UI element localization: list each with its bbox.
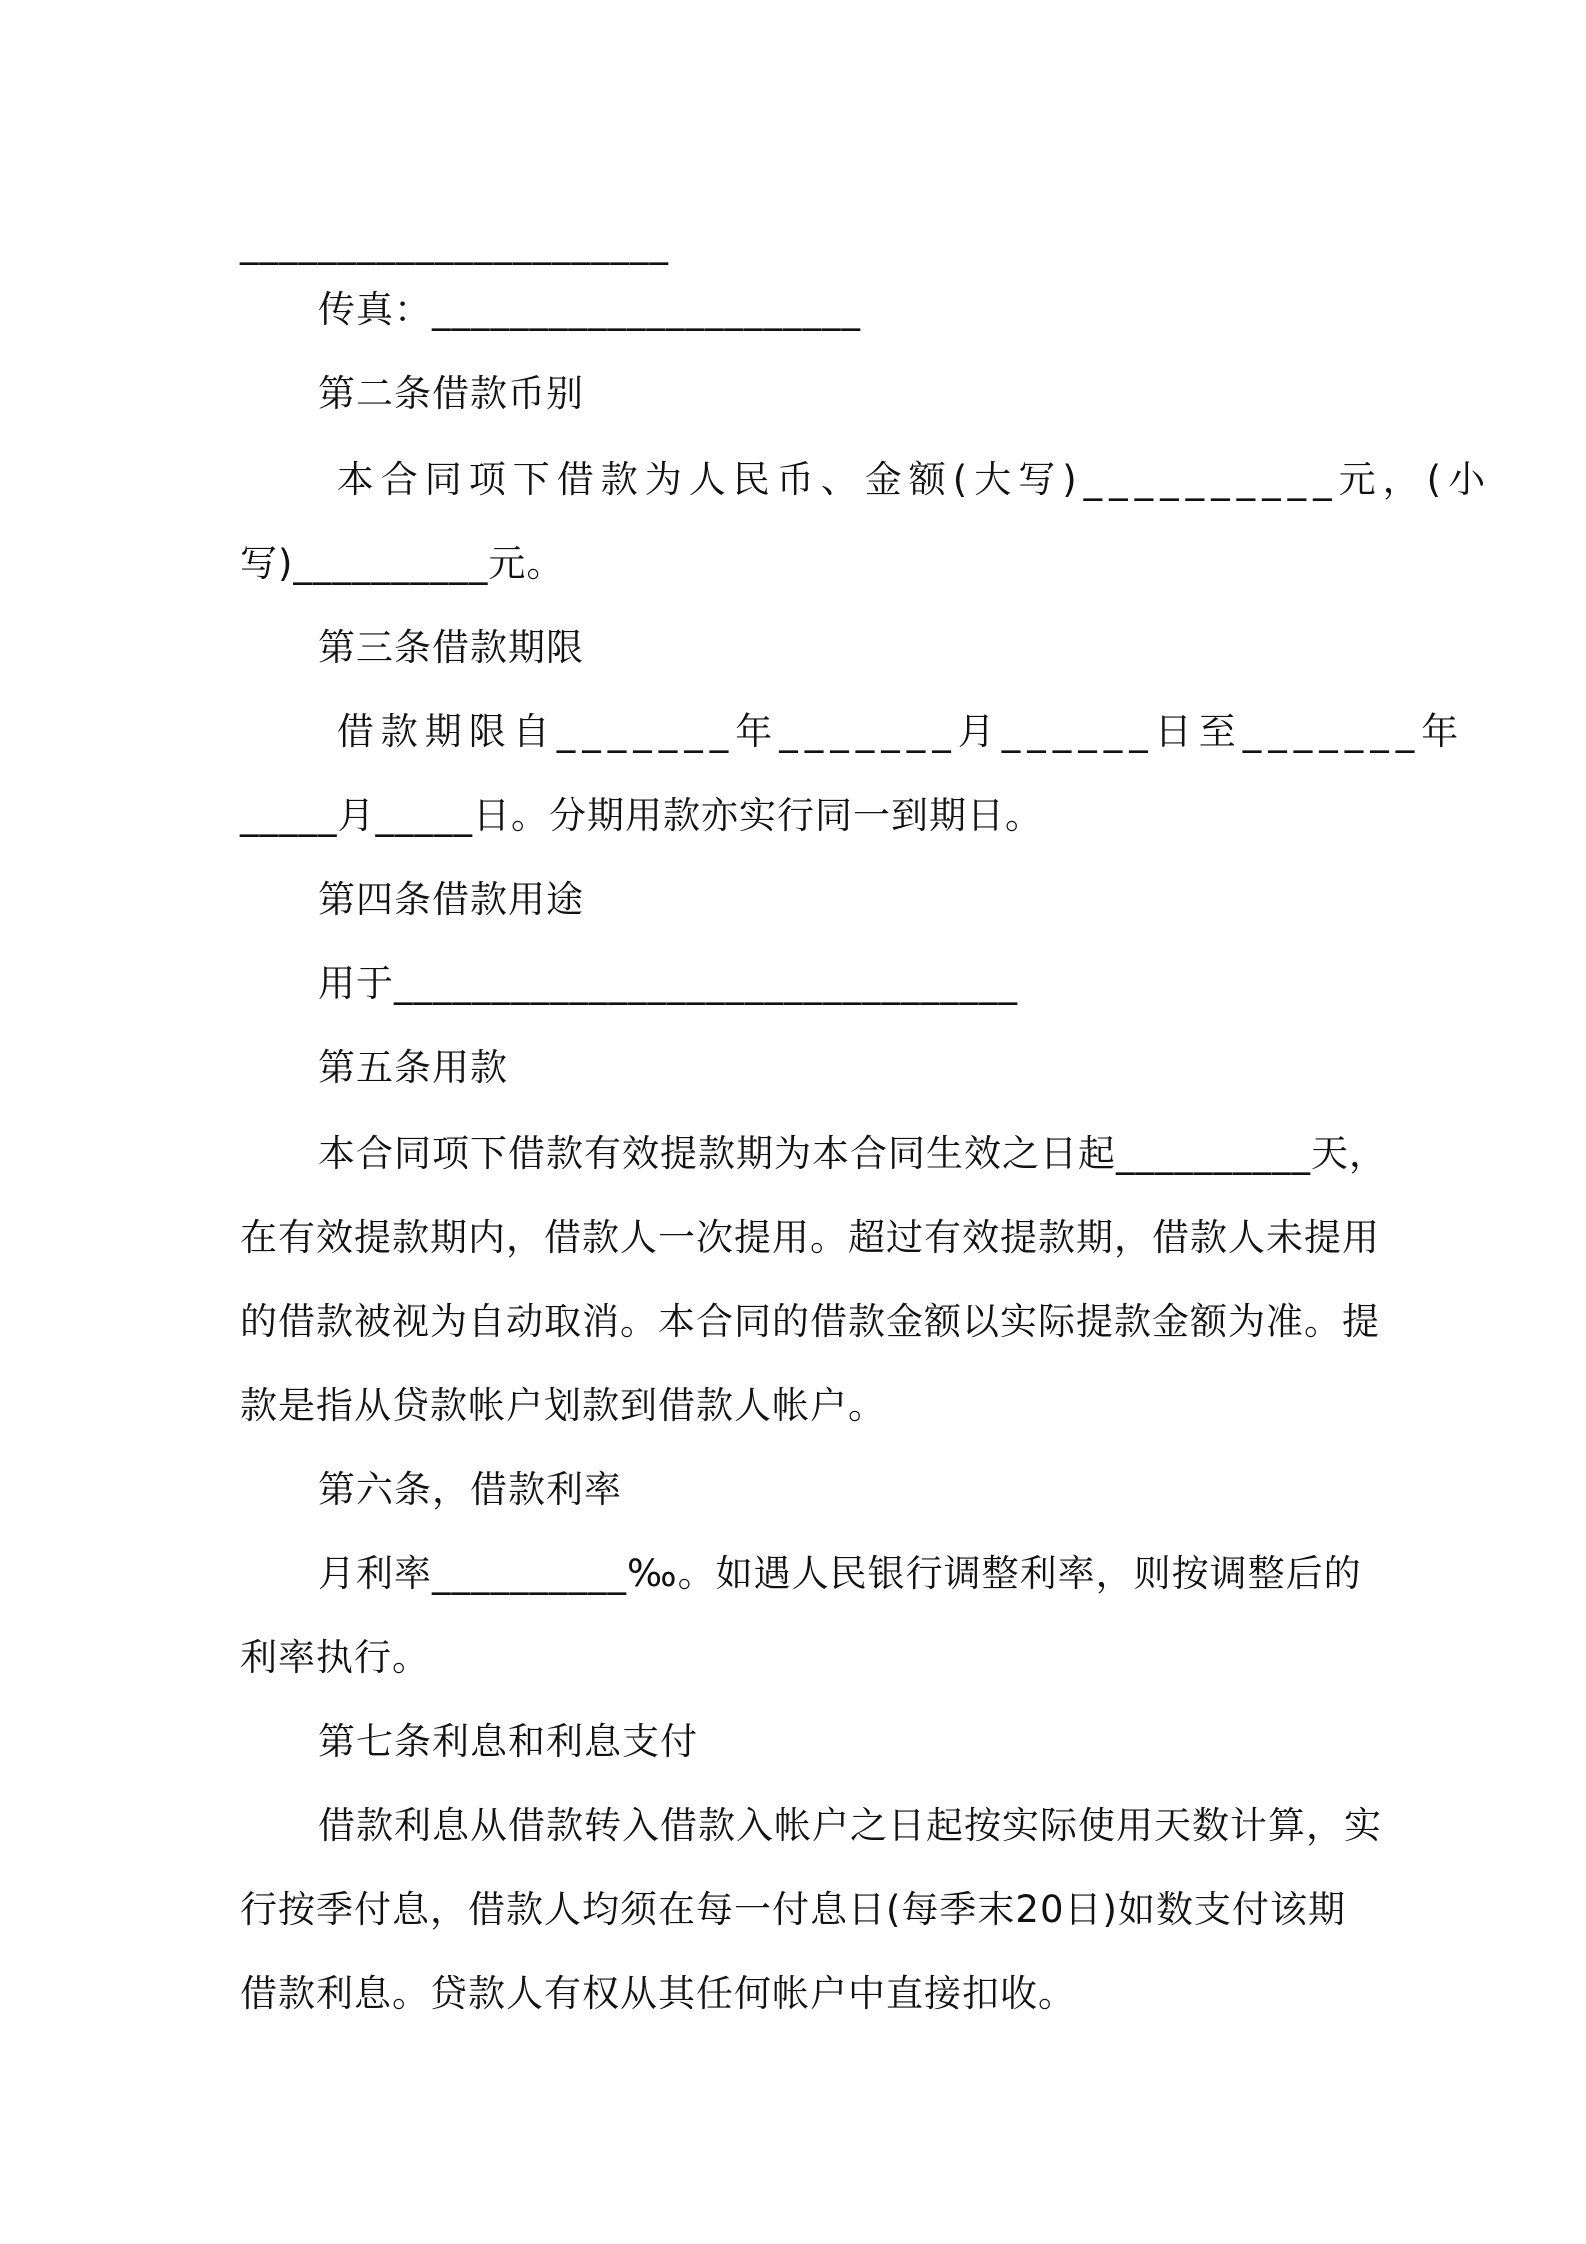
article-6-heading: 第六条，借款利率	[318, 1468, 622, 1511]
article-5-text-line-2: 在有效提款期内，借款人一次提用。超过有效提款期，借款人未提用	[240, 1216, 1380, 1259]
article-3-heading: 第三条借款期限	[318, 626, 584, 669]
article-3-text-line-1: 借款期限自_______年_______月______日至_______年	[318, 710, 1466, 753]
article-5-heading: 第五条用款	[318, 1046, 508, 1089]
fax-line: 传真：______________________	[318, 288, 861, 331]
article-7-text-line-3: 借款利息。贷款人有权从其任何帐户中直接扣收。	[240, 1972, 1076, 2015]
article-5-text-line-3: 的借款被视为自动取消。本合同的借款金额以实际提款金额为准。提	[240, 1300, 1380, 1343]
article-2-heading: 第二条借款币别	[318, 372, 584, 415]
article-4-heading: 第四条借款用途	[318, 878, 584, 921]
article-7-text-line-2: 行按季付息，借款人均须在每一付息日(每季末20日)如数支付该期	[240, 1888, 1346, 1931]
article-2-text-line-2: 写)__________元。	[240, 542, 565, 585]
article-7-text-line-1: 借款利息从借款转入借款入帐户之日起按实际使用天数计算，实	[318, 1804, 1382, 1847]
article-5-text-line-4: 款是指从贷款帐户划款到借款人帐户。	[240, 1384, 886, 1427]
article-4-text: 用于________________________________	[318, 962, 1018, 1005]
article-5-text-line-1: 本合同项下借款有效提款期为本合同生效之日起__________天，	[318, 1132, 1387, 1175]
article-3-text-line-2: _____月_____日。分期用款亦实行同一到期日。	[240, 794, 1043, 837]
article-6-text-line-2: 利率执行。	[240, 1636, 430, 1679]
article-7-heading: 第七条利息和利息支付	[318, 1720, 698, 1763]
article-6-text-line-1: 月利率__________‰。如遇人民银行调整利率，则按调整后的	[318, 1552, 1362, 1595]
blank-line: ______________________	[240, 222, 669, 265]
article-2-text-line-1: 本合同项下借款为人民币、金额(大写)__________元，(小	[318, 458, 1493, 501]
